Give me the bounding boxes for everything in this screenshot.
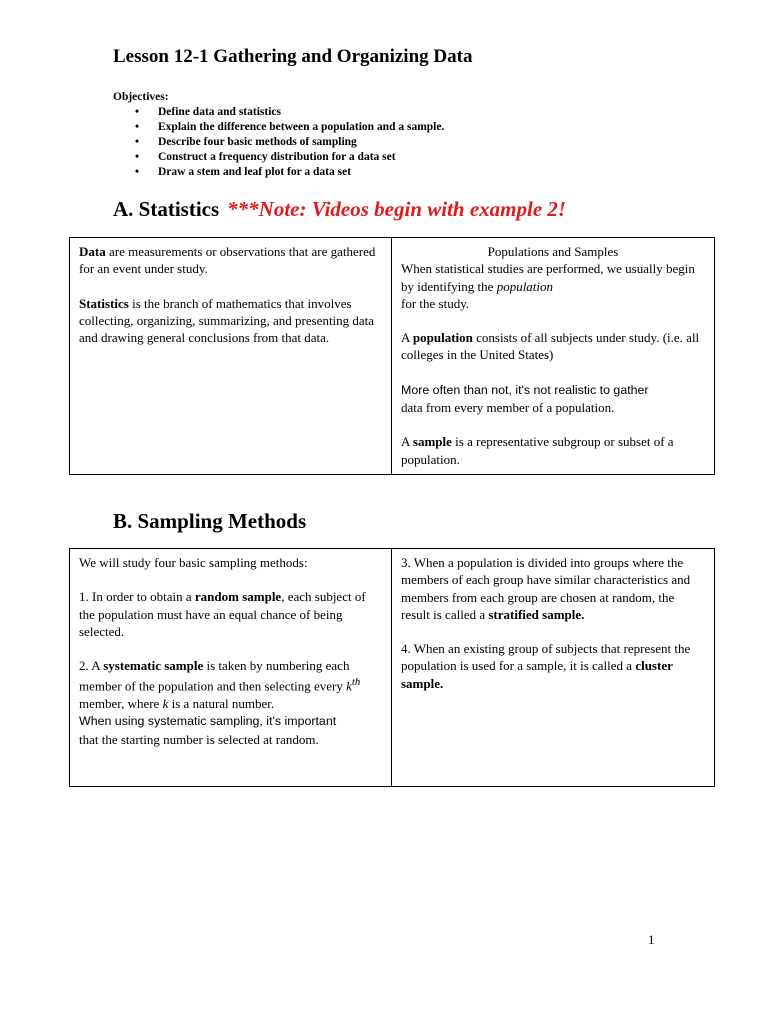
objectives-label: Objectives: <box>113 91 169 103</box>
stratified-sample-term: stratified sample. <box>488 606 585 622</box>
systematic-end: that the starting number is selected at random. <box>79 731 319 747</box>
data-term: Data <box>79 244 106 259</box>
random-prefix: 1. In order to obtain a <box>79 589 195 605</box>
sample-term: sample <box>412 434 452 450</box>
statistics-definition-text: is the branch of mathematics that involves collecting, organizing, summarizing, and presenting data and drawing general conclusions from that data. <box>79 295 375 346</box>
statistics-table <box>69 237 715 475</box>
statistics-definition <box>79 295 382 347</box>
k-variable: k <box>346 678 352 694</box>
objective-item: • Describe four basic methods of sampling <box>113 135 444 150</box>
population-intro-end: for the study. <box>401 295 470 311</box>
population-prefix: A <box>401 330 413 346</box>
population-intro <box>401 260 705 312</box>
objectives-block <box>113 90 444 180</box>
section-a-heading <box>113 197 566 222</box>
data-definition-text: are measurements or observations that are gathered for an event under study. <box>79 244 376 277</box>
systematic-text-3: is a natural number. <box>168 696 275 712</box>
stratified-sample-method <box>401 554 705 623</box>
population-intro-text: When statistical studies are performed, we usually begin by identifying the <box>401 261 695 294</box>
population-term: population <box>412 330 473 346</box>
random-sample-term: random sample <box>194 589 282 605</box>
systematic-prefix: 2. A <box>79 658 104 674</box>
systematic-sample-text: is taken by numbering each member of the population and then selecting every <box>79 658 350 694</box>
statistics-term: Statistics <box>79 295 129 311</box>
page-number: 1 <box>648 932 655 947</box>
objective-item: • Explain the difference between a population and a sample. <box>113 120 444 135</box>
objective-item: • Construct a frequency distribution for a data set <box>113 150 444 165</box>
systematic-sample-method <box>79 657 382 748</box>
sampling-right-cell <box>392 549 714 786</box>
realistic-note-end: data from every member of a population. <box>401 400 615 416</box>
lesson-title: Lesson 12-1 Gathering and Organizing Data <box>113 46 473 67</box>
objective-item: • Draw a stem and leaf plot for a data set <box>113 165 444 180</box>
cluster-sample-method <box>401 640 705 692</box>
realistic-note <box>401 381 705 417</box>
populations-cell <box>392 238 714 474</box>
sampling-left-cell <box>70 549 392 786</box>
section-a-title: A. Statistics <box>113 197 220 221</box>
cluster-sample-term: cluster sample. <box>401 658 673 691</box>
sample-definition-text: is a representative subgroup or subset of a population. <box>401 434 674 467</box>
population-definition-text: consists of all subjects under study. (i.e. all colleges in the United States) <box>401 330 700 363</box>
systematic-text-2: member, where <box>79 696 163 712</box>
population-italic: population <box>496 278 554 294</box>
population-definition <box>401 329 705 364</box>
sampling-intro: We will study four basic sampling methods: <box>79 555 308 570</box>
section-b-heading: B. Sampling Methods <box>113 509 307 533</box>
k-variable-2: k <box>162 696 169 712</box>
video-note: ***Note: Videos begin with example 2! <box>227 197 567 221</box>
objective-item: • Define data and statistics <box>113 105 444 120</box>
cluster-text: 4. When an existing group of subjects that represent the population is used for a sample, it is called a <box>401 641 691 674</box>
definitions-cell <box>70 238 392 474</box>
systematic-sample-term: systematic sample <box>103 658 204 674</box>
realistic-note-sans: More often than not, it's not realistic to gather <box>401 382 649 397</box>
sampling-methods-table <box>69 548 715 787</box>
random-sample-method <box>79 588 382 640</box>
sample-definition <box>401 433 705 468</box>
k-superscript: th <box>351 676 361 689</box>
systematic-sans-note: When using systematic sampling, it's important <box>79 714 337 729</box>
stratified-text: 3. When a population is divided into groups where the members of each group have similar characteristics and members from each group are chosen at random, the result is called a <box>401 555 691 622</box>
random-sample-text: , each subject of the population must have an equal chance of being selected. <box>79 589 366 639</box>
objectives-list <box>113 105 444 180</box>
populations-title: Populations and Samples <box>487 244 619 259</box>
data-definition <box>79 243 382 278</box>
sample-prefix: A <box>401 434 413 450</box>
